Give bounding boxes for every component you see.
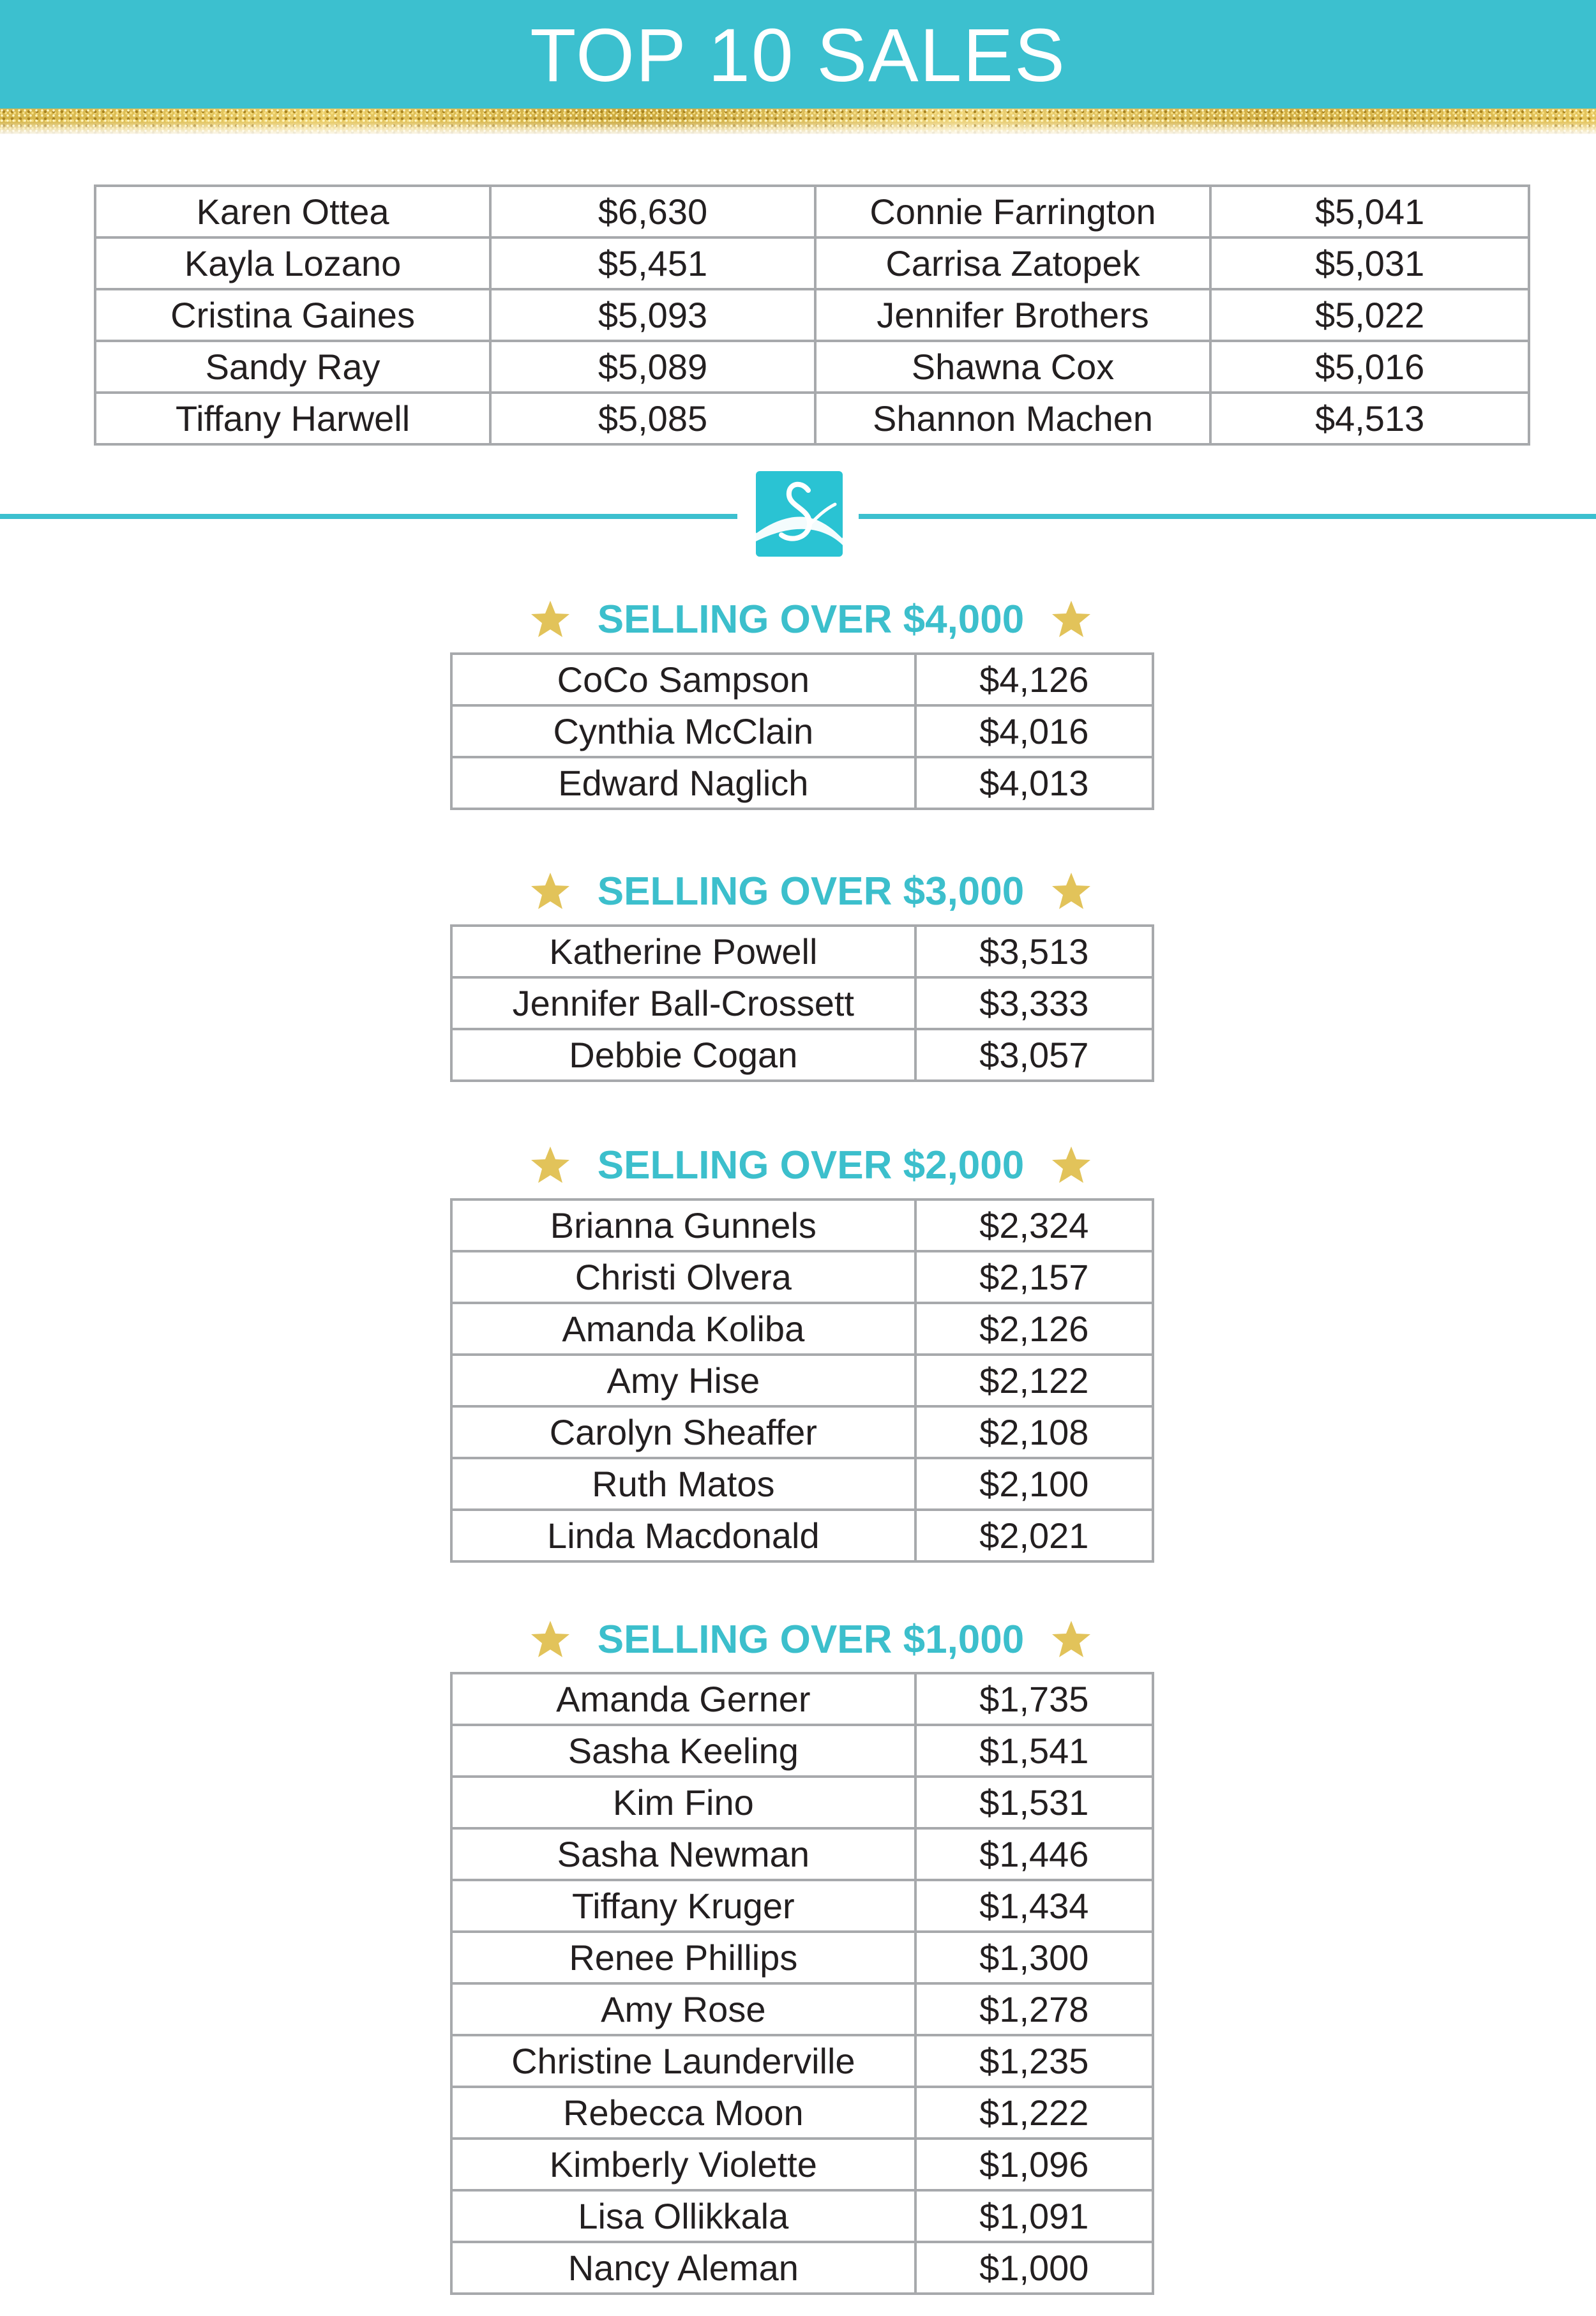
- star-icon: [530, 871, 571, 912]
- table-row: [451, 1510, 1153, 1561]
- seller-name: Sasha Keeling: [451, 1725, 915, 1777]
- seller-name: Christine Launderville: [451, 2035, 915, 2087]
- sales-amount: $2,108: [915, 1406, 1153, 1458]
- seller-name: Tiffany Kruger: [451, 1880, 915, 1932]
- script-s-logo-icon: [756, 471, 843, 557]
- table-row: [451, 1777, 1153, 1828]
- seller-name: Ruth Matos: [451, 1458, 915, 1510]
- table-row: [451, 1828, 1153, 1880]
- table-row: [451, 705, 1153, 757]
- table-row: [451, 757, 1153, 809]
- sales-amount: $1,300: [915, 1932, 1153, 1983]
- table-row: [451, 2139, 1153, 2190]
- sales-amount: $1,000: [915, 2242, 1153, 2294]
- page-header: [0, 0, 1596, 111]
- sales-amount: $2,122: [915, 1355, 1153, 1406]
- sales-amount: $5,451: [490, 237, 815, 289]
- table-row: [451, 1406, 1153, 1458]
- seller-name: Debbie Cogan: [451, 1029, 915, 1081]
- sales-amount: $1,541: [915, 1725, 1153, 1777]
- star-icon: [1051, 1619, 1092, 1660]
- table-row: [451, 1880, 1153, 1932]
- sales-amount: $5,041: [1210, 186, 1529, 237]
- sales-amount: $2,021: [915, 1510, 1153, 1561]
- sales-table-4000: [450, 652, 1154, 810]
- sales-table-3000: [450, 924, 1154, 1082]
- seller-name: Edward Naglich: [451, 757, 915, 809]
- sales-amount: $1,735: [915, 1673, 1153, 1725]
- seller-name: Connie Farrington: [815, 186, 1210, 237]
- sales-amount: $2,157: [915, 1251, 1153, 1303]
- section-heading-2000: [530, 1139, 1092, 1191]
- seller-name: Lisa Ollikkala: [451, 2190, 915, 2242]
- sales-amount: $1,531: [915, 1777, 1153, 1828]
- star-icon: [530, 1145, 571, 1185]
- sales-amount: $2,126: [915, 1303, 1153, 1355]
- sales-amount: $3,057: [915, 1029, 1153, 1081]
- sales-amount: $5,089: [490, 341, 815, 393]
- seller-name: Amy Hise: [451, 1355, 915, 1406]
- sales-table-2000: [450, 1198, 1154, 1563]
- seller-name: Kayla Lozano: [95, 237, 490, 289]
- divider-line-left: [0, 514, 737, 519]
- table-row: [451, 1673, 1153, 1725]
- seller-name: Jennifer Brothers: [815, 289, 1210, 341]
- sales-amount: $5,016: [1210, 341, 1529, 393]
- table-row: [451, 2035, 1153, 2087]
- seller-name: Karen Ottea: [95, 186, 490, 237]
- section-heading-4000: [530, 594, 1092, 645]
- table-row: [451, 1355, 1153, 1406]
- seller-name: Cristina Gaines: [95, 289, 490, 341]
- section-title: SELLING OVER $2,000: [597, 1143, 1025, 1187]
- seller-name: CoCo Sampson: [451, 654, 915, 705]
- divider-line-right: [859, 514, 1596, 519]
- sales-amount: $1,222: [915, 2087, 1153, 2139]
- seller-name: Amanda Koliba: [451, 1303, 915, 1355]
- seller-name: Shawna Cox: [815, 341, 1210, 393]
- sales-amount: $4,126: [915, 654, 1153, 705]
- table-row: [451, 926, 1153, 977]
- sales-amount: $1,278: [915, 1983, 1153, 2035]
- sales-amount: $2,100: [915, 1458, 1153, 1510]
- table-row: [451, 654, 1153, 705]
- section-title: SELLING OVER $3,000: [597, 869, 1025, 914]
- sales-amount: $5,093: [490, 289, 815, 341]
- table-row: [451, 2087, 1153, 2139]
- seller-name: Carrisa Zatopek: [815, 237, 1210, 289]
- seller-name: Nancy Aleman: [451, 2242, 915, 2294]
- seller-name: Katherine Powell: [451, 926, 915, 977]
- table-row: [95, 341, 1529, 393]
- seller-name: Rebecca Moon: [451, 2087, 915, 2139]
- sales-amount: $5,085: [490, 393, 815, 444]
- sales-amount: $1,446: [915, 1828, 1153, 1880]
- seller-name: Kim Fino: [451, 1777, 915, 1828]
- star-icon: [530, 1619, 571, 1660]
- table-row: [451, 2242, 1153, 2294]
- seller-name: Amanda Gerner: [451, 1673, 915, 1725]
- seller-name: Cynthia McClain: [451, 705, 915, 757]
- sales-amount: $4,013: [915, 757, 1153, 809]
- section-title: SELLING OVER $4,000: [597, 597, 1025, 642]
- table-row: [451, 1458, 1153, 1510]
- seller-name: Sasha Newman: [451, 1828, 915, 1880]
- table-row: [451, 1303, 1153, 1355]
- sales-amount: $6,630: [490, 186, 815, 237]
- section-heading-3000: [530, 866, 1092, 917]
- table-row: [451, 1251, 1153, 1303]
- sales-amount: $1,091: [915, 2190, 1153, 2242]
- sales-amount: $4,016: [915, 705, 1153, 757]
- sales-amount: $2,324: [915, 1199, 1153, 1251]
- seller-name: Kimberly Violette: [451, 2139, 915, 2190]
- sales-table-1000: [450, 1672, 1154, 2295]
- sales-amount: $1,235: [915, 2035, 1153, 2087]
- seller-name: Jennifer Ball-Crossett: [451, 977, 915, 1029]
- top-10-table: [94, 184, 1530, 446]
- table-row: [451, 1983, 1153, 2035]
- sales-amount: $1,096: [915, 2139, 1153, 2190]
- seller-name: Tiffany Harwell: [95, 393, 490, 444]
- sales-amount: $3,513: [915, 926, 1153, 977]
- section-heading-1000: [530, 1614, 1092, 1665]
- sales-amount: $1,434: [915, 1880, 1153, 1932]
- sales-amount: $5,022: [1210, 289, 1529, 341]
- sales-amount: $4,513: [1210, 393, 1529, 444]
- star-icon: [1051, 871, 1092, 912]
- sales-amount: $3,333: [915, 977, 1153, 1029]
- table-row: [451, 1932, 1153, 1983]
- seller-name: Brianna Gunnels: [451, 1199, 915, 1251]
- table-row: [451, 977, 1153, 1029]
- table-row: [451, 1029, 1153, 1081]
- star-icon: [1051, 1145, 1092, 1185]
- table-row: [95, 289, 1529, 341]
- seller-name: Renee Phillips: [451, 1932, 915, 1983]
- glitter-fade: [0, 121, 1596, 135]
- seller-name: Shannon Machen: [815, 393, 1210, 444]
- seller-name: Christi Olvera: [451, 1251, 915, 1303]
- star-icon: [530, 599, 571, 640]
- seller-name: Sandy Ray: [95, 341, 490, 393]
- sales-amount: $5,031: [1210, 237, 1529, 289]
- table-row: [451, 1199, 1153, 1251]
- page-title: TOP 10 SALES: [530, 13, 1066, 98]
- table-row: [95, 186, 1529, 237]
- table-row: [451, 2190, 1153, 2242]
- seller-name: Amy Rose: [451, 1983, 915, 2035]
- seller-name: Carolyn Sheaffer: [451, 1406, 915, 1458]
- table-row: [451, 1725, 1153, 1777]
- table-row: [95, 237, 1529, 289]
- table-row: [95, 393, 1529, 444]
- section-title: SELLING OVER $1,000: [597, 1617, 1025, 1662]
- star-icon: [1051, 599, 1092, 640]
- seller-name: Linda Macdonald: [451, 1510, 915, 1561]
